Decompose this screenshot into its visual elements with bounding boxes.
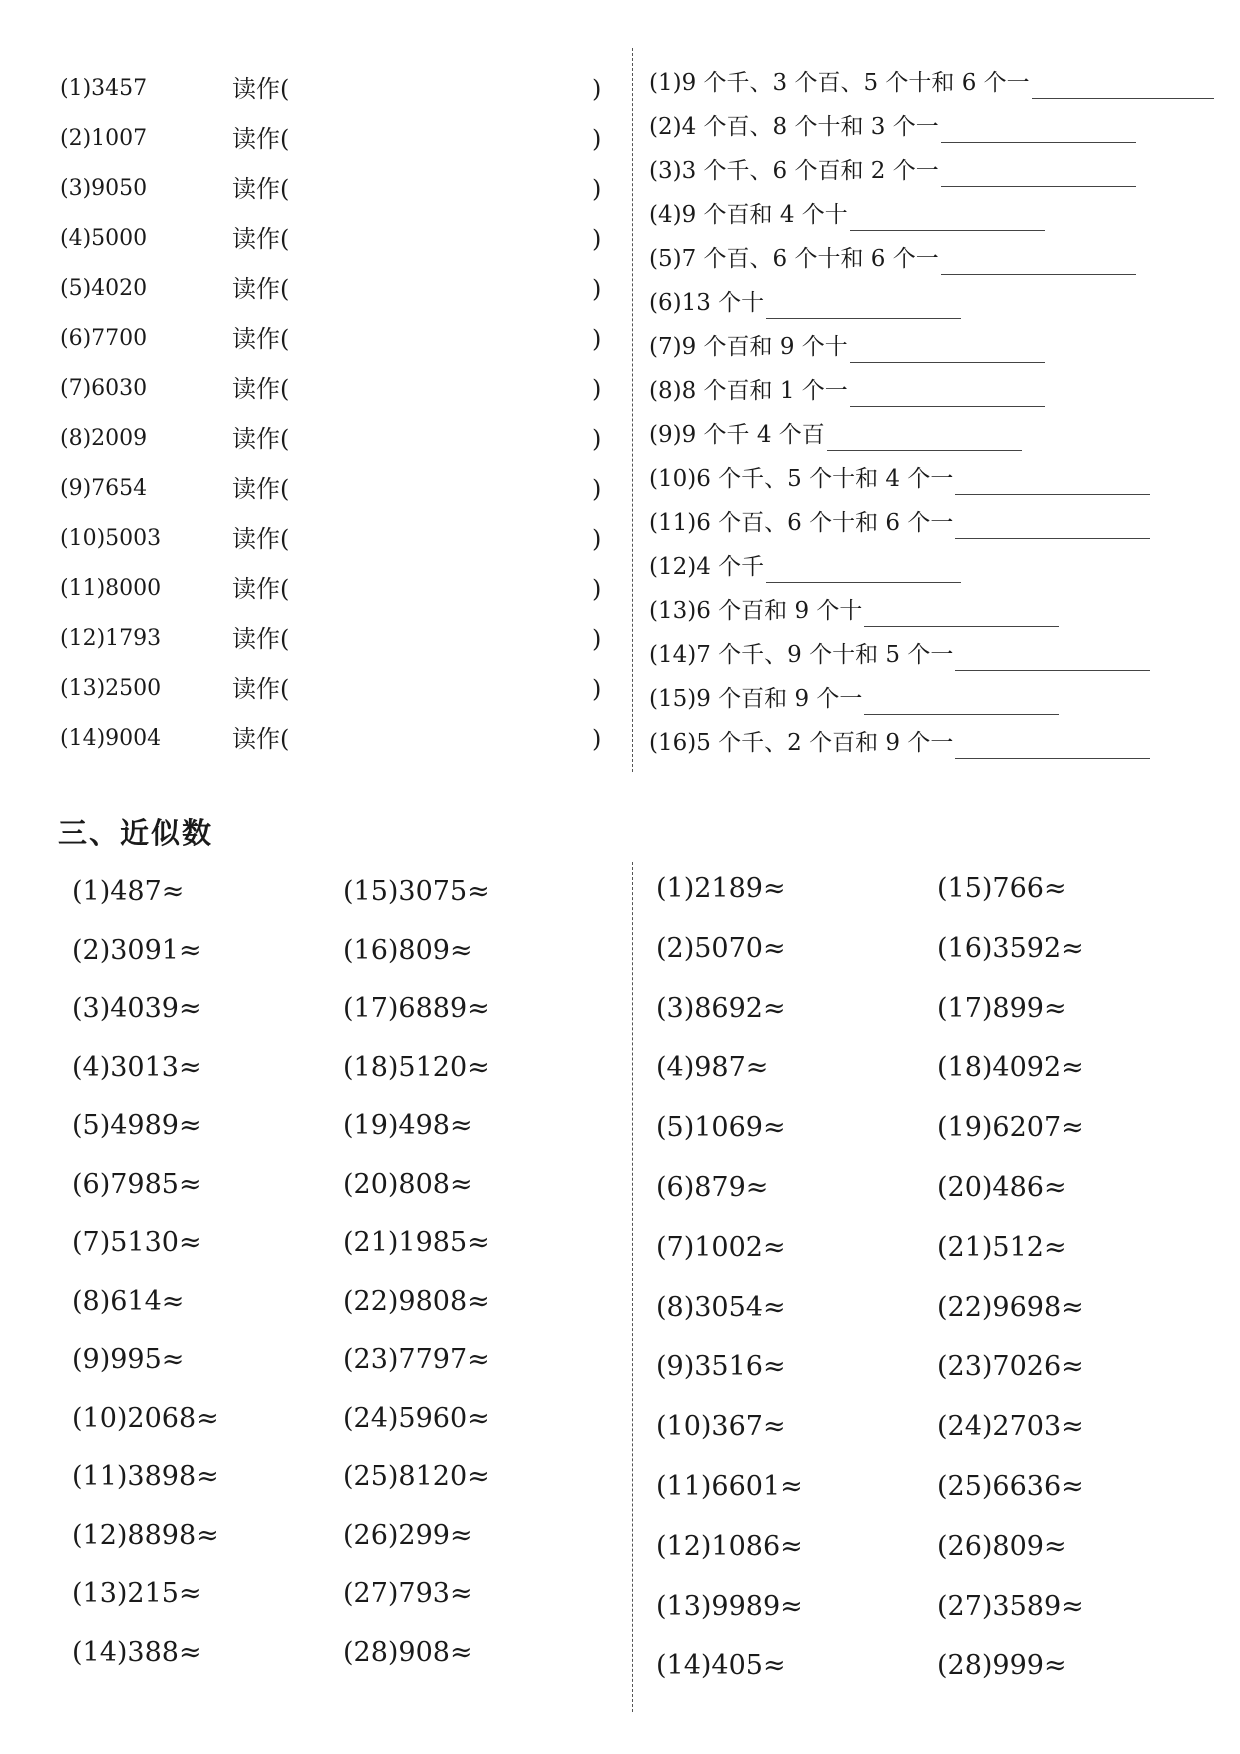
approx-question: (28)908≈ (343, 1636, 473, 1668)
approx-question: (2)5070≈ (656, 932, 786, 964)
write-question-text: (8)8 个百和 1 个一 (649, 378, 848, 404)
read-answer-close: ) (592, 725, 602, 753)
read-question-number: (9)7654 (60, 476, 148, 501)
answer-blank-line[interactable] (766, 288, 961, 319)
read-question-row (60, 176, 605, 226)
write-question-text: (5)7 个百、6 个十和 6 个一 (649, 246, 939, 272)
approx-question: (10)367≈ (656, 1411, 786, 1443)
top-column-divider (632, 48, 633, 772)
approx-question: (20)486≈ (937, 1171, 1067, 1203)
read-question-number: (10)5003 (60, 526, 162, 551)
read-answer-close: ) (592, 125, 602, 153)
approx-question: (16)3592≈ (937, 932, 1084, 964)
approx-question: (1)2189≈ (656, 873, 786, 904)
approx-left-column-2 (343, 876, 490, 1695)
approx-question: (11)6601≈ (656, 1470, 803, 1502)
approx-question: (18)5120≈ (343, 1051, 490, 1083)
write-question-row (649, 552, 1239, 596)
approx-question: (17)899≈ (937, 992, 1067, 1024)
read-answer-label: 读作( (232, 525, 290, 553)
read-question-row (60, 76, 605, 126)
write-question-text: (10)6 个千、5 个十和 4 个一 (649, 466, 954, 492)
approx-question: (19)6207≈ (937, 1112, 1084, 1144)
read-answer-label: 读作( (232, 125, 290, 153)
write-question-row (649, 684, 1239, 728)
read-answer-close: ) (592, 75, 602, 103)
approx-question: (1)487≈ (72, 876, 185, 907)
read-answer-label: 读作( (232, 575, 290, 603)
approx-question: (3)8692≈ (656, 992, 786, 1024)
read-answer-close: ) (592, 625, 602, 653)
write-question-row (649, 728, 1239, 772)
approx-question: (26)809≈ (937, 1530, 1067, 1562)
read-question-number: (6)7700 (60, 326, 148, 351)
read-question-row (60, 326, 605, 376)
read-question-number: (14)9004 (60, 726, 162, 751)
read-exercise-list (60, 76, 605, 776)
read-answer-label: 读作( (232, 275, 290, 303)
write-question-row (649, 68, 1239, 112)
approx-question: (11)3898≈ (72, 1461, 219, 1492)
approx-question: (23)7797≈ (343, 1344, 490, 1375)
write-question-text: (12)4 个千 (649, 554, 765, 580)
approx-question: (13)9989≈ (656, 1590, 803, 1622)
approx-question: (14)388≈ (72, 1636, 202, 1668)
read-answer-close: ) (592, 675, 602, 703)
approx-question: (25)8120≈ (343, 1461, 490, 1492)
write-question-row (649, 288, 1239, 332)
write-question-row (649, 376, 1239, 420)
approx-question: (18)4092≈ (937, 1052, 1084, 1084)
read-question-row (60, 376, 605, 426)
approx-question: (5)4989≈ (72, 1110, 202, 1141)
read-question-row (60, 226, 605, 276)
read-question-row (60, 576, 605, 626)
approx-question: (16)809≈ (343, 934, 473, 966)
write-question-row (649, 464, 1239, 508)
read-answer-close: ) (592, 325, 602, 353)
answer-blank-line[interactable] (955, 728, 1150, 759)
read-answer-close: ) (592, 175, 602, 203)
answer-blank-line[interactable] (864, 684, 1059, 715)
answer-blank-line[interactable] (850, 332, 1045, 363)
write-question-row (649, 112, 1239, 156)
answer-blank-line[interactable] (827, 420, 1022, 451)
read-answer-label: 读作( (232, 75, 290, 103)
approx-question: (13)215≈ (72, 1578, 202, 1609)
read-answer-close: ) (592, 525, 602, 553)
read-answer-close: ) (592, 275, 602, 303)
approx-question: (27)3589≈ (937, 1590, 1084, 1622)
read-answer-label: 读作( (232, 675, 290, 703)
approx-question: (21)512≈ (937, 1231, 1067, 1263)
read-answer-label: 读作( (232, 475, 290, 503)
answer-blank-line[interactable] (766, 552, 961, 583)
write-question-row (649, 640, 1239, 684)
approx-right-column-1 (656, 873, 803, 1710)
read-question-number: (8)2009 (60, 426, 148, 451)
read-question-row (60, 526, 605, 576)
answer-blank-line[interactable] (955, 464, 1150, 495)
read-answer-close: ) (592, 475, 602, 503)
approx-left-column-1 (72, 876, 219, 1695)
approx-question: (4)3013≈ (72, 1051, 202, 1083)
read-question-row (60, 726, 605, 776)
read-question-number: (7)6030 (60, 376, 148, 401)
read-answer-label: 读作( (232, 625, 290, 653)
read-question-number: (1)3457 (60, 76, 148, 101)
read-answer-close: ) (592, 375, 602, 403)
read-answer-label: 读作( (232, 175, 290, 203)
approx-question: (22)9808≈ (343, 1285, 490, 1317)
read-answer-label: 读作( (232, 375, 290, 403)
write-question-row (649, 332, 1239, 376)
read-question-number: (3)9050 (60, 176, 148, 201)
approx-question: (7)1002≈ (656, 1231, 786, 1263)
approx-question: (9)995≈ (72, 1344, 185, 1375)
write-question-text: (2)4 个百、8 个十和 3 个一 (649, 114, 939, 140)
answer-blank-line[interactable] (941, 244, 1136, 275)
write-question-text: (9)9 个千 4 个百 (649, 422, 825, 448)
approx-question: (6)7985≈ (72, 1168, 202, 1200)
approx-question: (23)7026≈ (937, 1351, 1084, 1383)
read-question-number: (2)1007 (60, 126, 148, 151)
read-question-number: (12)1793 (60, 626, 162, 651)
write-question-text: (16)5 个千、2 个百和 9 个一 (649, 730, 954, 756)
approx-question: (24)2703≈ (937, 1411, 1084, 1443)
read-answer-label: 读作( (232, 325, 290, 353)
answer-blank-line[interactable] (850, 376, 1045, 407)
approx-question: (24)5960≈ (343, 1402, 490, 1434)
approx-question: (10)2068≈ (72, 1402, 219, 1434)
approx-question: (7)5130≈ (72, 1227, 202, 1258)
answer-blank-line[interactable] (955, 640, 1150, 671)
answer-blank-line[interactable] (941, 156, 1136, 187)
read-question-row (60, 126, 605, 176)
approx-right-column-2 (937, 873, 1084, 1710)
read-answer-close: ) (592, 575, 602, 603)
approx-question: (26)299≈ (343, 1519, 473, 1551)
write-question-text: (7)9 个百和 9 个十 (649, 334, 848, 360)
approx-question: (6)879≈ (656, 1171, 769, 1203)
approx-question: (2)3091≈ (72, 934, 202, 966)
write-question-text: (15)9 个百和 9 个一 (649, 686, 863, 712)
write-question-text: (1)9 个千、3 个百、5 个十和 6 个一 (649, 70, 1030, 96)
answer-blank-line[interactable] (955, 508, 1150, 539)
read-answer-label: 读作( (232, 425, 290, 453)
approx-question: (22)9698≈ (937, 1291, 1084, 1323)
read-answer-close: ) (592, 425, 602, 453)
write-question-text: (3)3 个千、6 个百和 2 个一 (649, 158, 939, 184)
read-question-number: (13)2500 (60, 676, 162, 701)
write-question-text: (4)9 个百和 4 个十 (649, 202, 848, 228)
approx-question: (5)1069≈ (656, 1112, 786, 1144)
read-question-row (60, 626, 605, 676)
read-question-number: (11)8000 (60, 576, 162, 601)
approx-question: (15)3075≈ (343, 876, 490, 907)
approx-question: (14)405≈ (656, 1650, 786, 1682)
answer-blank-line[interactable] (1032, 68, 1214, 99)
approx-question: (27)793≈ (343, 1578, 473, 1609)
read-answer-label: 读作( (232, 225, 290, 253)
write-question-row (649, 244, 1239, 288)
write-question-row (649, 156, 1239, 200)
approx-question: (21)1985≈ (343, 1227, 490, 1258)
approx-question: (12)8898≈ (72, 1519, 219, 1551)
section-heading-approximation: 三、近似数 (58, 816, 214, 850)
approx-question: (8)614≈ (72, 1285, 185, 1317)
approx-question: (3)4039≈ (72, 993, 202, 1024)
write-exercise-list (649, 68, 1239, 772)
answer-blank-line[interactable] (864, 596, 1059, 627)
write-question-text: (11)6 个百、6 个十和 6 个一 (649, 510, 954, 536)
approx-question: (25)6636≈ (937, 1470, 1084, 1502)
approx-question: (19)498≈ (343, 1110, 473, 1141)
write-question-row (649, 420, 1239, 464)
read-answer-label: 读作( (232, 725, 290, 753)
answer-blank-line[interactable] (941, 112, 1136, 143)
read-question-row (60, 476, 605, 526)
read-question-row (60, 276, 605, 326)
approx-question: (4)987≈ (656, 1052, 769, 1084)
read-question-number: (5)4020 (60, 276, 148, 301)
read-question-row (60, 426, 605, 476)
write-question-row (649, 200, 1239, 244)
read-question-number: (4)5000 (60, 226, 148, 251)
approx-question: (28)999≈ (937, 1650, 1067, 1682)
approx-question: (8)3054≈ (656, 1291, 786, 1323)
read-question-row (60, 676, 605, 726)
approx-question: (9)3516≈ (656, 1351, 786, 1383)
answer-blank-line[interactable] (850, 200, 1045, 231)
write-question-text: (6)13 个十 (649, 290, 765, 316)
approx-question: (17)6889≈ (343, 993, 490, 1024)
write-question-row (649, 596, 1239, 640)
approx-question: (15)766≈ (937, 873, 1067, 904)
approx-question: (12)1086≈ (656, 1530, 803, 1562)
write-question-row (649, 508, 1239, 552)
write-question-text: (13)6 个百和 9 个十 (649, 598, 863, 624)
bottom-column-divider (632, 862, 633, 1712)
write-question-text: (14)7 个千、9 个十和 5 个一 (649, 642, 954, 668)
approx-question: (20)808≈ (343, 1168, 473, 1200)
read-answer-close: ) (592, 225, 602, 253)
